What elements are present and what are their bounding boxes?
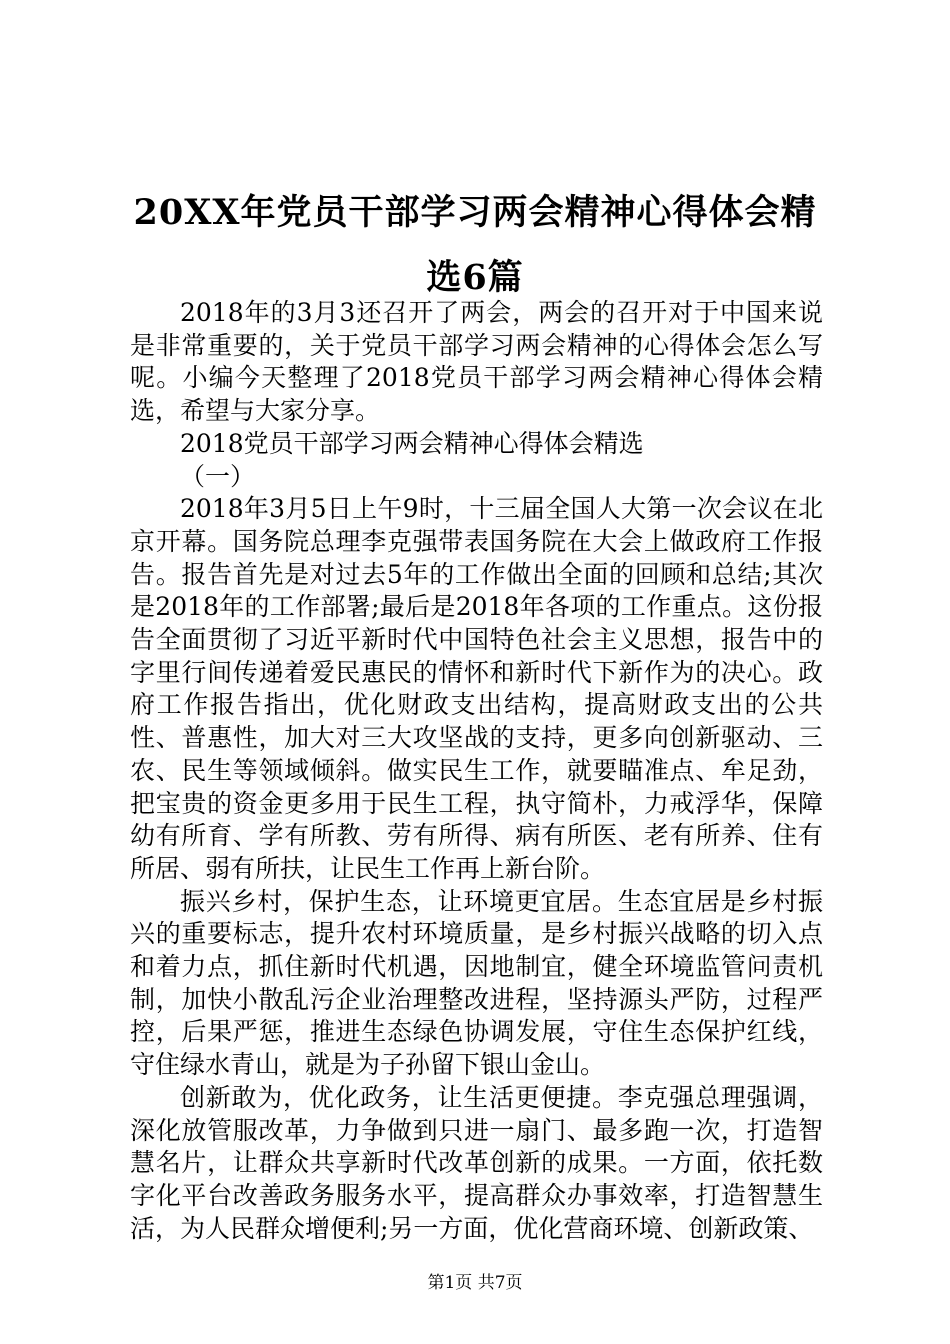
document-body — [130, 297, 823, 1245]
document-title: 20XX年党员干部学习两会精神心得体会精选6篇 — [133, 192, 817, 298]
body-paragraph: 2018年3月5日上午9时，十三届全国人大第一次会议在北京开幕。国务院总理李克强带表国务院在大会上做政府工作报告。报告首先是对过去5年的工作做出全面的回顾和总结;其次是2018年的工作部署;最后是2018年各项的工作重点。这份报告全面贯彻了习近平新时代中国特色社会主义思想，报告中的字里行间传递着爱民惠民的情怀和新时代下新作为的决心。政府工作报告指出，优化财政支出结构，提高财政支出的公共性、普惠性，加大对三大攻坚战的支持，更多向创新驱动、三农、民生等领域倾斜。做实民生工作，就要瞄准点、牟足劲，把宝贵的资金更多用于民生工程，执守简朴，力戒浮华，保障幼有所育、学有所教、劳有所得、病有所医、老有所养、住有所居、弱有所扶，让民生工作再上新台阶。 — [130, 494, 823, 883]
body-paragraph: 振兴乡村，保护生态，让环境更宜居。生态宜居是乡村振兴的重要标志，提升农村环境质量，是乡村振兴战略的切入点和着力点，抓住新时代机遇，因地制宜，健全环境监管问责机制，加快小散乱污企业治理整改进程，坚持源头严防，过程严控，后果严惩，推进生态绿色协调发展，守住生态保护红线，守住绿水青山，就是为子孙留下银山金山。 — [130, 886, 823, 1080]
section-heading: 2018党员干部学习两会精神心得体会精选 — [180, 428, 644, 458]
page-footer: 第1页 共7页 — [427, 1273, 523, 1293]
intro-paragraph: 2018年的3月3还召开了两会，两会的召开对于中国来说是非常重要的，关于党员干部学习两会精神的心得体会怎么写呢。小编今天整理了2018党员干部学习两会精神心得体会精选，希望与大家分享。 — [130, 298, 823, 426]
body-paragraph: 创新敢为，优化政务，让生活更便捷。李克强总理强调，深化放管服改革，力争做到只进一扇门、最多跑一次，打造智慧名片，让群众共享新时代改革创新的成果。一方面，依托数字化平台改善政务服务水平，提高群众办事效率，打造智慧生活，为人民群众增便利;另一方面，优化营商环境、创新政策、 — [130, 1082, 823, 1243]
section-number: （一） — [180, 461, 256, 491]
